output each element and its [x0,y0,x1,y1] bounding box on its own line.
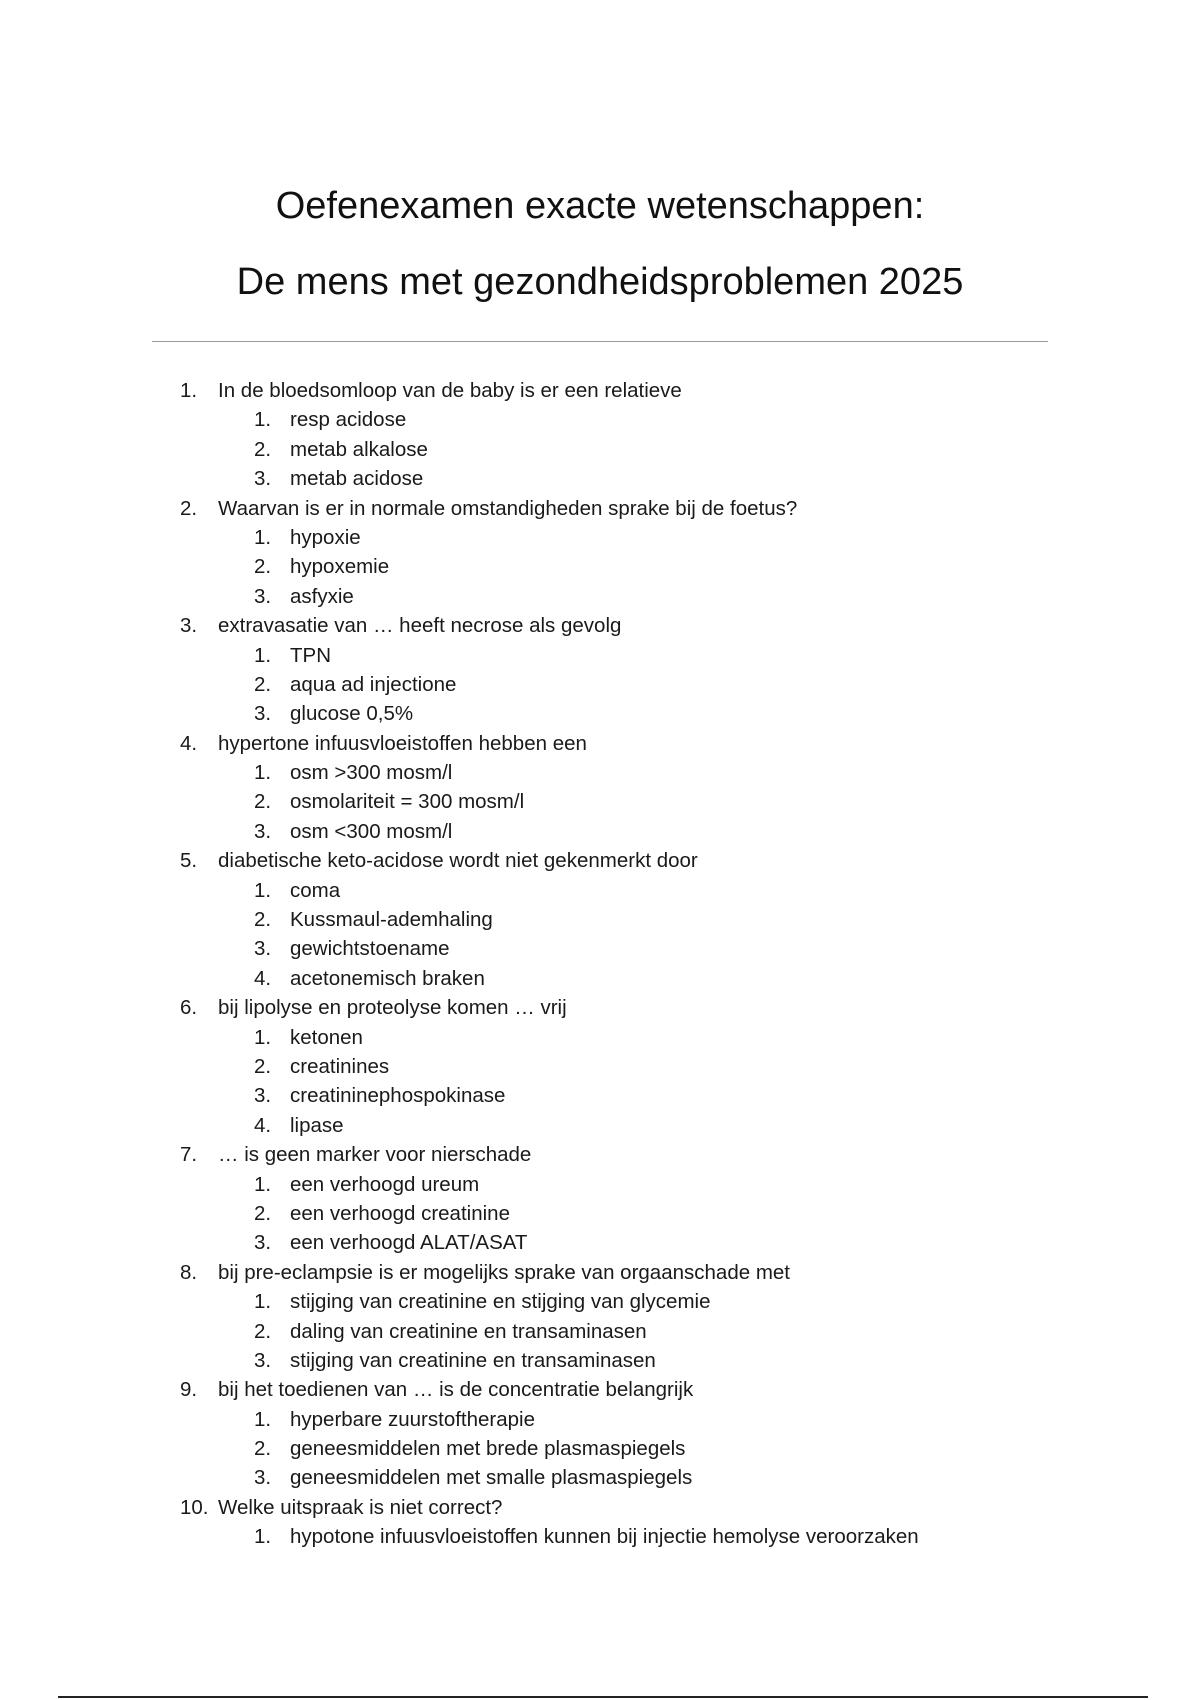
answer-text: gewichtstoename [290,937,450,961]
question-number: 6. [180,996,198,1020]
page-bottom-rule [58,1696,1148,1698]
question-text: bij pre-eclampsie is er mogelijks sprake van orgaanschade met [218,1260,790,1284]
answer-option [0,1346,1200,1375]
answer-text: een verhoogd ALAT/ASAT [290,1231,528,1255]
answer-text: TPN [290,643,331,667]
question-row [0,376,1200,405]
answer-text: geneesmiddelen met brede plasmaspiegels [290,1437,686,1461]
title-line-1: Oefenexamen exacte wetenschappen: [275,185,925,227]
answer-number: 1. [254,1525,272,1549]
answer-text: hypoxie [290,525,361,549]
question-number: 2. [180,496,198,520]
answer-number: 2. [254,1319,272,1343]
answer-number: 1. [254,878,272,902]
question-number: 9. [180,1378,198,1402]
answer-number: 3. [254,819,272,843]
answer-list [0,523,1200,611]
answer-text: een verhoogd creatinine [290,1201,510,1225]
answer-number: 3. [254,1466,272,1490]
question-number: 10. [180,1495,209,1519]
answer-text: geneesmiddelen met smalle plasmaspiegels [290,1466,693,1490]
answer-text: asfyxie [290,584,354,608]
answer-number: 3. [254,1348,272,1372]
answer-number: 1. [254,643,272,667]
answer-number: 2. [254,1054,272,1078]
answer-text: osm <300 mosm/l [290,819,453,843]
answer-text: creatinines [290,1054,390,1078]
answer-option [0,1317,1200,1346]
answer-number: 3. [254,1084,272,1108]
answer-option [0,934,1200,963]
answer-number: 1. [254,1025,272,1049]
question-item [0,1375,1200,1493]
answer-number: 3. [254,467,272,491]
answer-option [0,552,1200,581]
answer-list [0,1522,1200,1551]
question-text: … is geen marker voor nierschade [218,1143,532,1167]
question-number: 5. [180,849,198,873]
answer-option [0,1170,1200,1199]
answer-text: osm >300 mosm/l [290,761,453,785]
answer-list [0,1170,1200,1258]
answer-option [0,787,1200,816]
answer-option [0,1405,1200,1434]
question-row [0,1140,1200,1169]
answer-option [0,699,1200,728]
answer-option [0,1023,1200,1052]
question-number: 7. [180,1143,198,1167]
answer-text: Kussmaul-ademhaling [290,908,493,932]
answer-option [0,405,1200,434]
answer-text: creatininephospokinase [290,1084,506,1108]
answer-number: 1. [254,761,272,785]
answer-list [0,758,1200,846]
question-text: bij het toedienen van … is de concentratie belangrijk [218,1378,694,1402]
answer-text: stijging van creatinine en stijging van glycemie [290,1290,711,1314]
answer-number: 2. [254,555,272,579]
answer-number: 4. [254,1113,272,1137]
answer-number: 3. [254,1231,272,1255]
answer-text: ketonen [290,1025,363,1049]
question-text: Welke uitspraak is niet correct? [218,1495,503,1519]
question-row [0,729,1200,758]
answer-number: 1. [254,1407,272,1431]
answer-option [0,1228,1200,1257]
answer-option [0,1463,1200,1492]
answer-list [0,641,1200,729]
answer-option [0,1287,1200,1316]
question-text: In de bloedsomloop van de baby is er een relatieve [218,379,682,402]
question-item [0,846,1200,993]
answer-option [0,641,1200,670]
answer-number: 3. [254,702,272,726]
question-item [0,729,1200,847]
answer-text: een verhoogd ureum [290,1172,480,1196]
answer-list [0,1405,1200,1493]
answer-text: hyperbare zuurstoftherapie [290,1407,536,1431]
question-item [0,611,1200,729]
answer-text: lipase [290,1113,344,1137]
answer-text: acetonemisch braken [290,966,485,990]
answer-number: 1. [254,1172,272,1196]
question-number: 8. [180,1260,198,1284]
answer-number: 2. [254,672,272,696]
answer-option [0,1111,1200,1140]
answer-option [0,582,1200,611]
question-text: diabetische keto-acidose wordt niet gekenmerkt door [218,849,698,873]
answer-option [0,817,1200,846]
title-divider [152,341,1048,342]
answer-text: osmolariteit = 300 mosm/l [290,790,525,814]
answer-option [0,905,1200,934]
question-item [0,494,1200,612]
question-row [0,494,1200,523]
question-text: bij lipolyse en proteolyse komen … vrij [218,996,567,1020]
answer-list [0,1287,1200,1375]
question-number: 3. [180,614,198,638]
answer-number: 1. [254,1290,272,1314]
answer-option [0,964,1200,993]
answer-text: stijging van creatinine en transaminasen [290,1348,656,1372]
question-text: extravasatie van … heeft necrose als gevolg [218,614,622,638]
answer-option [0,1052,1200,1081]
answer-number: 2. [254,1437,272,1461]
answer-number: 3. [254,584,272,608]
answer-text: glucose 0,5% [290,702,414,726]
answer-number: 2. [254,908,272,932]
answer-text: resp acidose [290,408,407,432]
answer-option [0,1434,1200,1463]
answer-number: 1. [254,525,272,549]
answer-option [0,876,1200,905]
answer-list [0,1023,1200,1141]
question-row [0,846,1200,875]
answer-list [0,405,1200,493]
question-item [0,1493,1200,1552]
answer-option [0,435,1200,464]
question-number: 1. [180,379,198,402]
answer-text: hypotone infuusvloeistoffen kunnen bij injectie hemolyse veroorzaken [290,1525,919,1549]
question-number: 4. [180,731,198,755]
question-row [0,993,1200,1022]
question-item [0,376,1200,494]
answer-number: 2. [254,1201,272,1225]
question-item [0,1140,1200,1258]
answer-option [0,523,1200,552]
answer-text: hypoxemie [290,555,390,579]
answer-text: aqua ad injectione [290,672,457,696]
question-row [0,611,1200,640]
answer-number: 2. [254,437,272,461]
question-row [0,1493,1200,1522]
answer-option [0,670,1200,699]
question-row [0,1375,1200,1404]
answer-text: coma [290,878,341,902]
title-line-2: De mens met gezondheidsproblemen 2025 [236,261,964,303]
question-item [0,1258,1200,1376]
answer-text: daling van creatinine en transaminasen [290,1319,647,1343]
answer-number: 1. [254,408,272,432]
question-text: hypertone infuusvloeistoffen hebben een [218,731,587,755]
question-text: Waarvan is er in normale omstandigheden sprake bij de foetus? [218,496,798,520]
answer-option [0,1522,1200,1551]
answer-number: 3. [254,937,272,961]
answer-option [0,1199,1200,1228]
answer-option [0,464,1200,493]
document-title [0,168,1200,320]
answer-number: 2. [254,790,272,814]
answer-number: 4. [254,966,272,990]
answer-text: metab alkalose [290,437,428,461]
answer-option [0,1081,1200,1110]
answer-list [0,876,1200,994]
answer-option [0,758,1200,787]
answer-text: metab acidose [290,467,424,491]
question-row [0,1258,1200,1287]
question-item [0,993,1200,1140]
question-list [0,376,1200,1552]
